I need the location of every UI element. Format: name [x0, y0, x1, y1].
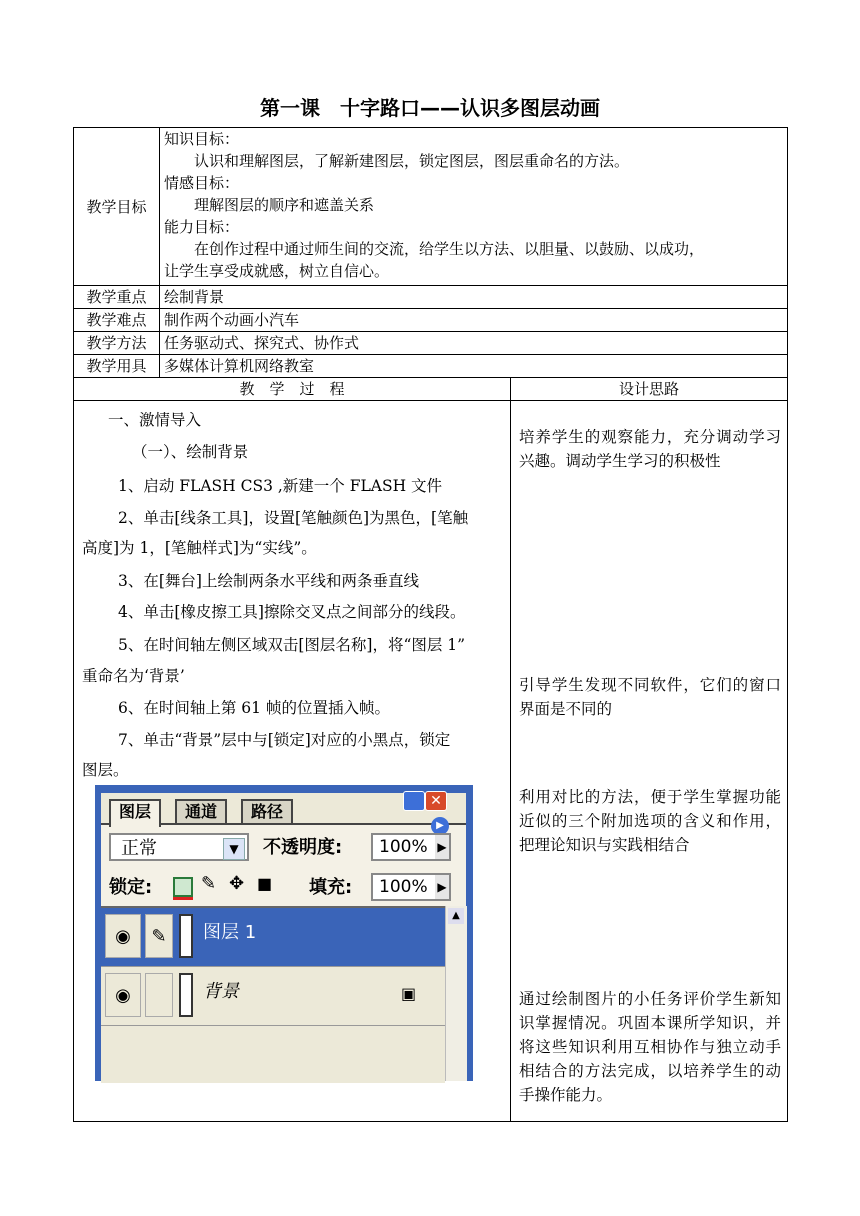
lock-transparent-icon[interactable] — [173, 877, 193, 897]
objective-line: 理解图层的顺序和遮盖关系 — [194, 196, 375, 214]
design-note: 通过绘制图片的小任务评价学生新知识掌握情况。巩固本课所学知识，并将这些知识利用互相协作与独立动手相结合的方法完成，以培养学生的动手操作能力。 — [519, 990, 782, 1104]
opacity-input[interactable] — [371, 833, 451, 861]
lock-icon: ▣ — [401, 984, 417, 1003]
panel-menu-icon[interactable]: ▶ — [431, 817, 449, 835]
lock-indicator — [173, 897, 193, 900]
method-value: 任务驱动式、探究式、协作式 — [160, 332, 788, 355]
arrow-right-icon[interactable]: ▶ — [435, 835, 449, 859]
tab-layers[interactable]: 图层 — [109, 799, 161, 827]
process-line: 高度]为 1，[笔触样式]为“实线”。 — [82, 539, 317, 557]
process-line: 5、在时间轴左侧区域双击[图层名称]，将“图层 1” — [118, 636, 466, 654]
brush-icon[interactable]: ✎ — [145, 914, 173, 958]
layer-thumbnail — [179, 973, 193, 1017]
focus-value: 绘制背景 — [160, 286, 788, 309]
objective-line: 情感目标： — [164, 174, 240, 192]
lock-all-icon[interactable]: ■ — [257, 874, 273, 893]
fill-label: 填充: — [309, 877, 353, 898]
brush-icon[interactable]: ✎ — [201, 873, 217, 894]
opacity-label: 不透明度: — [263, 837, 343, 858]
design-note: 利用对比的方法，便于学生掌握功能近似的三个附加选项的含义和作用，把理论知识与实践相结合 — [519, 788, 782, 854]
layer-name[interactable]: 背景 — [203, 981, 239, 1002]
layer-row[interactable] — [101, 967, 445, 1026]
lesson-plan-table — [73, 127, 788, 1122]
design-note: 引导学生发现不同软件，它们的窗口界面是不同的 — [519, 676, 782, 718]
layer-thumbnail — [179, 914, 193, 958]
objective-line: 知识目标： — [164, 130, 240, 148]
layers-list — [101, 906, 445, 1083]
opacity-value: 100% — [379, 837, 428, 857]
objectives-label: 教学目标 — [74, 128, 160, 286]
difficulty-label: 教学难点 — [74, 309, 160, 332]
scroll-up-icon[interactable]: ▲ — [448, 908, 464, 924]
tools-label: 教学用具 — [74, 355, 160, 378]
page-title: 第一课 十字路口——认识多图层动画 — [260, 96, 600, 120]
close-icon[interactable]: ✕ — [425, 791, 447, 811]
process-line: 2、单击[线条工具]，设置[笔触颜色]为黑色，[笔触 — [118, 509, 469, 527]
process-header: 教 学 过 程 — [74, 378, 511, 401]
layer-row-selected[interactable] — [101, 908, 445, 967]
brush-slot[interactable] — [145, 973, 173, 1017]
eye-icon[interactable]: ◉ — [105, 914, 141, 958]
fill-value: 100% — [379, 877, 428, 897]
method-label: 教学方法 — [74, 332, 160, 355]
chevron-down-icon: ▼ — [223, 838, 245, 860]
process-line: 一、激情导入 — [108, 411, 202, 429]
scrollbar[interactable] — [445, 906, 467, 1081]
objectives-cell — [160, 128, 788, 286]
process-line: 4、单击[橡皮擦工具]擦除交叉点之间部分的线段。 — [118, 603, 466, 621]
process-cell — [74, 401, 511, 1122]
design-cell — [511, 401, 788, 1122]
blend-mode-select[interactable] — [109, 833, 249, 861]
layers-panel-tabs — [101, 793, 466, 831]
move-icon[interactable]: ✥ — [229, 873, 245, 894]
objective-line: 在创作过程中通过师生间的交流，给学生以方法、以胆量、以鼓励、以成功， — [194, 240, 705, 258]
design-header: 设计思路 — [511, 378, 788, 401]
objective-line: 能力目标： — [164, 218, 240, 236]
layers-panel-screenshot — [95, 785, 473, 1081]
layer-name[interactable]: 图层 1 — [203, 922, 257, 943]
process-line: 图层。 — [82, 761, 129, 779]
objective-line: 认识和理解图层，了解新建图层，锁定图层，图层重命名的方法。 — [194, 152, 630, 170]
arrow-right-icon[interactable]: ▶ — [435, 875, 449, 899]
tab-paths[interactable]: 路径 — [241, 799, 293, 823]
tools-value: 多媒体计算机网络教室 — [160, 355, 788, 378]
design-note: 培养学生的观察能力，充分调动学习兴趣。调动学生学习的积极性 — [519, 428, 782, 470]
fill-input[interactable] — [371, 873, 451, 901]
process-line: 1、启动 FLASH CS3 ,新建一个 FLASH 文件 — [118, 477, 443, 495]
process-line: （一）、绘制背景 — [132, 443, 249, 461]
eye-icon[interactable]: ◉ — [105, 973, 141, 1017]
objective-line: 让学生享受成就感，树立自信心。 — [164, 262, 390, 280]
tab-channels[interactable]: 通道 — [175, 799, 227, 823]
process-line: 3、在[舞台]上绘制两条水平线和两条垂直线 — [118, 572, 419, 590]
focus-label: 教学重点 — [74, 286, 160, 309]
difficulty-value: 制作两个动画小汽车 — [160, 309, 788, 332]
minimize-icon[interactable] — [403, 791, 425, 811]
process-line: 7、单击“背景”层中与[锁定]对应的小黑点，锁定 — [118, 731, 451, 749]
blend-mode-value: 正常 — [121, 838, 157, 859]
process-line: 重命名为‘背景’ — [82, 667, 185, 685]
process-line: 6、在时间轴上第 61 帧的位置插入帧。 — [118, 699, 390, 717]
lock-label: 锁定: — [109, 877, 153, 898]
